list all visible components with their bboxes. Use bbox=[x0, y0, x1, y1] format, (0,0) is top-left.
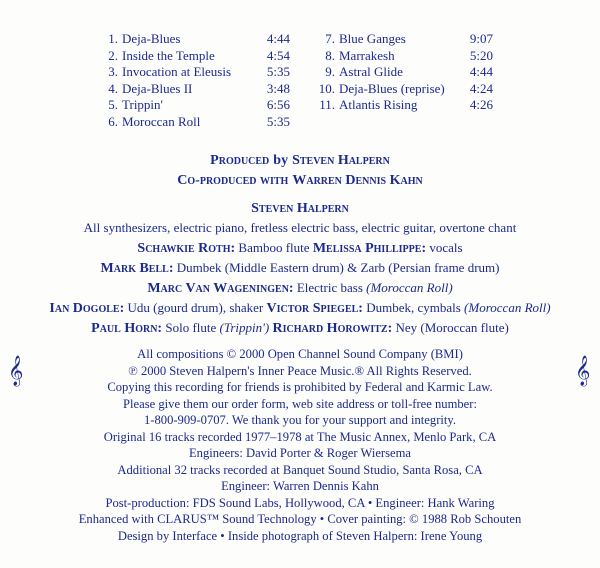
track-title: Deja-Blues bbox=[122, 31, 181, 46]
track-number: 11. bbox=[319, 97, 335, 113]
track-title: Deja-Blues II bbox=[122, 80, 193, 96]
track-row bbox=[98, 114, 290, 131]
musician-name: Paul Horn: bbox=[91, 321, 163, 336]
musician-name: Victor Spiegel: bbox=[266, 301, 363, 316]
roth-phillippe-line bbox=[0, 238, 600, 258]
copyright-compositions: All compositions © 2000 Open Channel Sound Company (BMI) bbox=[137, 347, 463, 361]
track-row bbox=[98, 48, 290, 65]
track-row bbox=[98, 97, 290, 114]
order-notice: Please give them our order form, web site address or toll-free number: bbox=[123, 396, 477, 411]
track-row bbox=[315, 64, 493, 81]
track-number: 3. bbox=[108, 64, 118, 80]
track-number: 9. bbox=[325, 64, 335, 80]
track-number: 7. bbox=[325, 31, 335, 46]
treble-clef-icon: 𝄞 bbox=[8, 356, 24, 385]
track-row bbox=[98, 64, 290, 81]
produced-line bbox=[0, 150, 600, 170]
legal-block bbox=[0, 346, 600, 544]
track-row bbox=[315, 48, 493, 65]
track-number: 8. bbox=[325, 47, 335, 63]
main-instruments: All synthesizers, electric piano, fretless electric bass, electric guitar, overtone chant bbox=[83, 220, 517, 235]
track-title: Blue Ganges bbox=[339, 31, 406, 46]
wageningen-line bbox=[0, 278, 600, 298]
track-row bbox=[315, 81, 493, 98]
track-time: 3:48 bbox=[266, 80, 290, 96]
phone-notice: 1-800-909-0707. We thank you for your support and integrity. bbox=[143, 413, 457, 427]
design-photo: Design by Interface • Inside photograph of Steven Halpern: Irene Young bbox=[117, 528, 483, 543]
track-title: Atlantis Rising bbox=[339, 97, 418, 113]
track-title: Invocation at Eleusis bbox=[122, 64, 232, 80]
musician-name: Marc Van Wageningen: bbox=[147, 281, 294, 296]
coproduced-line bbox=[0, 170, 600, 190]
musician-role: Dumbek, cymbals bbox=[366, 300, 461, 315]
main-artist-name: Steven Halpern bbox=[251, 201, 349, 216]
track-number: 5. bbox=[108, 97, 118, 113]
track-number: 4. bbox=[108, 80, 118, 96]
track-row bbox=[315, 97, 493, 114]
coproducer-name: Warren Dennis Kahn bbox=[292, 173, 423, 188]
track-title: Inside the Temple bbox=[122, 47, 215, 63]
track-title: Moroccan Roll bbox=[122, 113, 201, 129]
producer-name: Steven Halpern bbox=[292, 153, 390, 168]
engineers-original: Engineers: David Porter & Roger Wiersema bbox=[188, 446, 412, 460]
treble-clef-icon: 𝄞 bbox=[575, 356, 591, 385]
track-time: 4:44 bbox=[469, 64, 493, 80]
track-title: Deja-Blues (reprise) bbox=[339, 80, 445, 96]
musician-role: Bamboo flute bbox=[238, 240, 310, 255]
produced-label: Produced bbox=[210, 153, 270, 168]
musician-role: Solo flute bbox=[165, 320, 217, 335]
track-column-left bbox=[98, 31, 290, 131]
recording-original: Original 16 tracks recorded 1977–1978 at The Music Annex, Menlo Park, CA bbox=[103, 429, 497, 444]
musician-role: Electric bass bbox=[296, 280, 363, 295]
track-column-right bbox=[315, 31, 493, 114]
credits-block bbox=[0, 150, 600, 338]
post-production: Post-production: FDS Sound Labs, Hollywood, CA • Engineer: Hank Waring bbox=[105, 495, 495, 510]
track-number: 2. bbox=[108, 47, 118, 63]
track-time: 4:44 bbox=[266, 31, 290, 46]
coproduced-label: Co-produced with bbox=[177, 173, 289, 188]
musician-name: Melissa Phillippe: bbox=[312, 241, 427, 256]
track-title: Trippin' bbox=[122, 97, 163, 113]
main-artist-line bbox=[0, 198, 600, 218]
musician-role: Udu (gourd drum), shaker bbox=[127, 300, 264, 315]
track-time: 5:20 bbox=[469, 47, 493, 63]
track-time: 5:35 bbox=[266, 113, 290, 129]
musician-track: (Trippin') bbox=[219, 320, 270, 335]
track-row bbox=[315, 31, 493, 48]
track-number: 10. bbox=[318, 80, 335, 96]
track-time: 4:24 bbox=[469, 80, 493, 96]
musician-name: Richard Horowitz: bbox=[272, 321, 393, 336]
track-time: 4:54 bbox=[266, 47, 290, 63]
track-row bbox=[98, 31, 290, 48]
track-number: 6. bbox=[108, 113, 118, 129]
track-time: 6:56 bbox=[266, 97, 290, 113]
track-title: Marrakesh bbox=[339, 47, 395, 63]
track-number: 1. bbox=[108, 31, 118, 46]
engineer-additional: Engineer: Warren Dennis Kahn bbox=[221, 479, 379, 493]
musician-track: (Moroccan Roll) bbox=[366, 280, 453, 295]
enhancement-cover: Enhanced with CLARUS™ Sound Technology • Cover painting: © 1988 Rob Schouten bbox=[78, 512, 522, 526]
musician-role: Ney (Moroccan flute) bbox=[395, 320, 509, 335]
musician-name: Mark Bell: bbox=[100, 261, 174, 276]
track-title: Astral Glide bbox=[339, 64, 403, 80]
musician-name: Ian Dogole: bbox=[49, 301, 125, 316]
copyright-recording: ℗ 2000 Steven Halpern's Inner Peace Music.® All Rights Reserved. bbox=[128, 363, 472, 378]
bell-line bbox=[0, 258, 600, 278]
horn-horowitz-line bbox=[0, 318, 600, 338]
musician-role: vocals bbox=[429, 240, 463, 255]
track-time: 5:35 bbox=[266, 64, 290, 80]
dogole-spiegel-line bbox=[0, 298, 600, 318]
track-time: 4:26 bbox=[469, 97, 493, 113]
musician-role: Dumbek (Middle Eastern drum) & Zarb (Persian frame drum) bbox=[176, 260, 500, 275]
recording-additional: Additional 32 tracks recorded at Banquet Sound Studio, Santa Rosa, CA bbox=[117, 462, 483, 477]
track-time: 9:07 bbox=[469, 31, 493, 46]
musician-track: (Moroccan Roll) bbox=[464, 300, 551, 315]
track-row bbox=[98, 81, 290, 98]
musician-name: Schawkie Roth: bbox=[137, 241, 236, 256]
copying-notice: Copying this recording for friends is prohibited by Federal and Karmic Law. bbox=[107, 380, 493, 394]
produced-by: by bbox=[273, 153, 289, 168]
